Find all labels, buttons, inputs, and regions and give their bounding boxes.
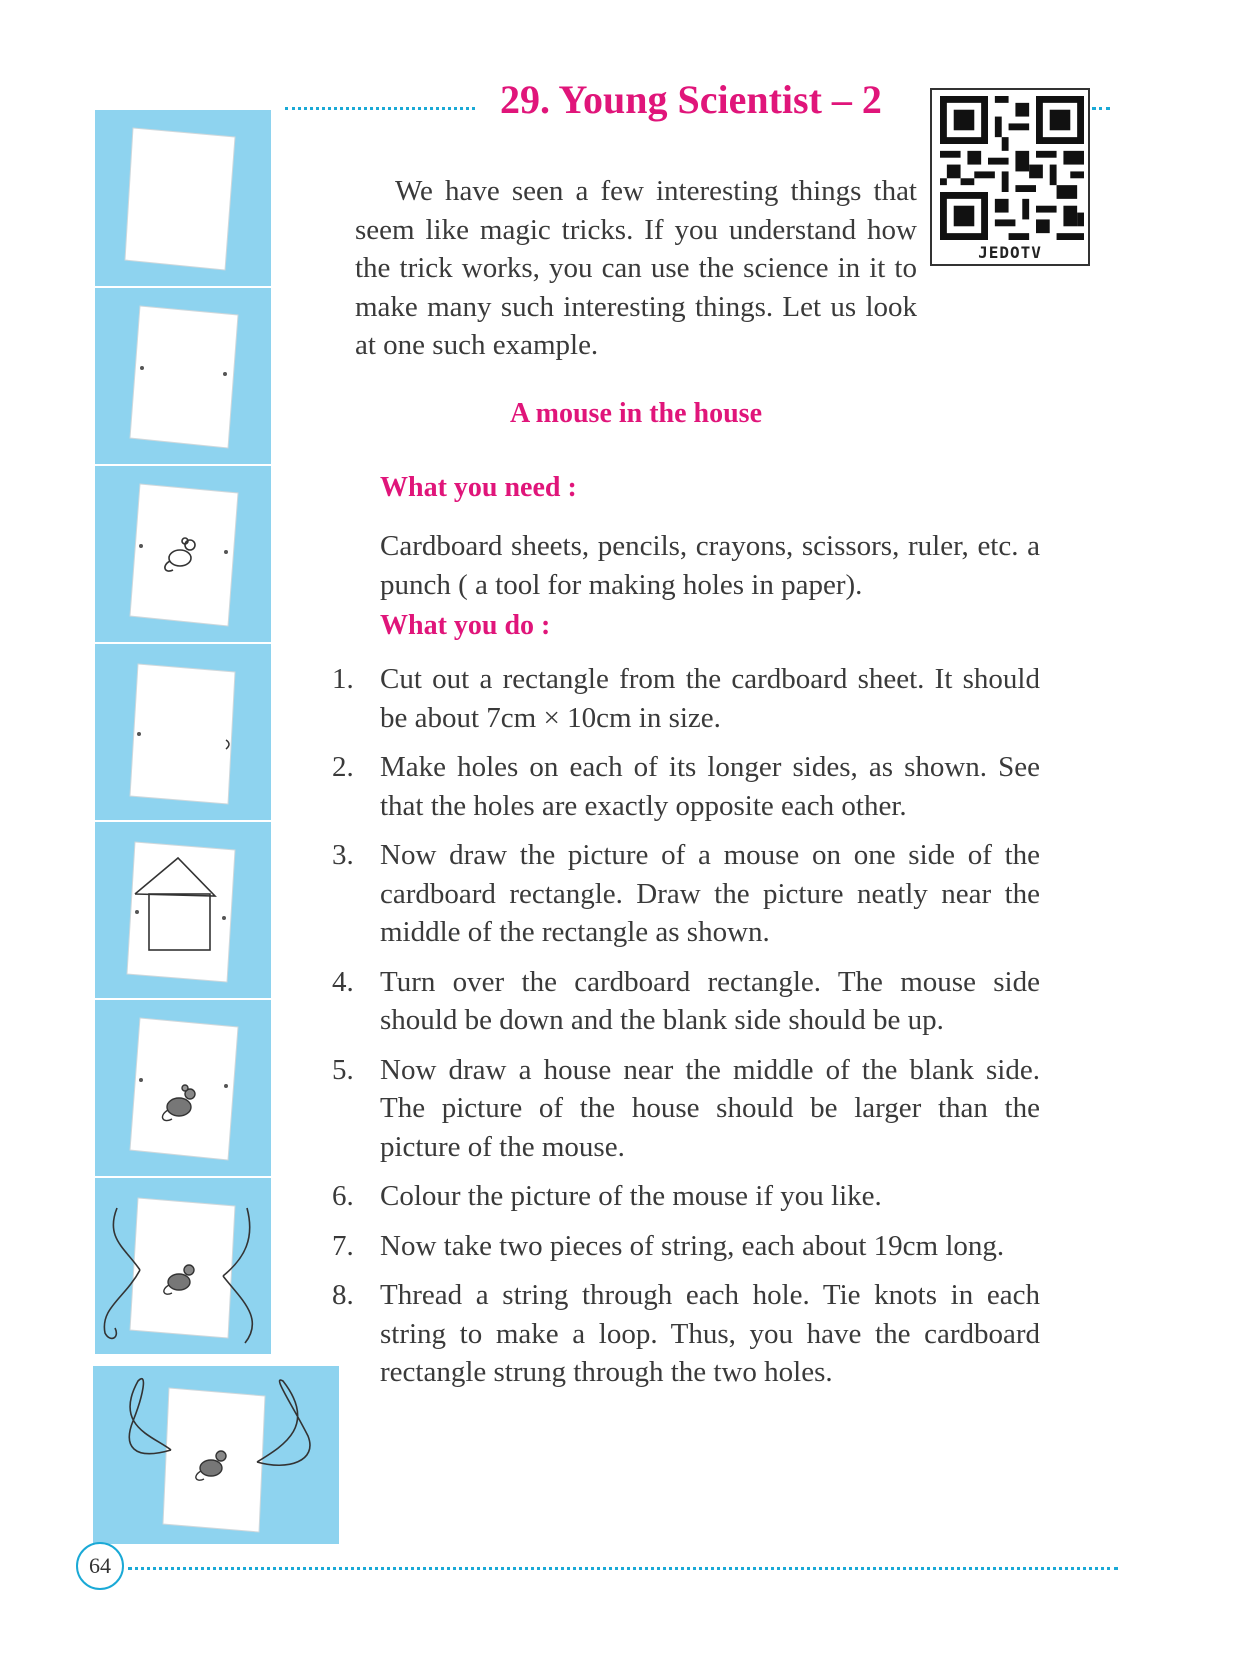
step-item — [332, 1227, 1040, 1266]
title-rule-right — [1092, 107, 1110, 110]
step-item — [332, 836, 1040, 952]
qr-code[interactable] — [930, 88, 1090, 266]
illustration-card-with-coloured-mouse — [95, 1000, 271, 1176]
step-item — [332, 748, 1040, 825]
step-text: Colour the picture of the mouse if you like. — [380, 1180, 882, 1212]
step-number: 7. — [332, 1229, 354, 1262]
illustration-card-with-tied-loops — [93, 1366, 339, 1544]
need-text: Cardboard sheets, pencils, crayons, scissors, ruler, etc. a punch ( a tool for making holes in paper). — [380, 530, 1040, 601]
step-item — [332, 1177, 1040, 1216]
illustration-card-with-holes — [95, 288, 271, 464]
activity-title: A mouse in the house — [509, 398, 763, 429]
step-text: Now draw a house near the middle of the blank side. The picture of the house should be larger than the picture of the mouse. — [380, 1053, 1040, 1163]
step-item — [332, 1051, 1040, 1167]
illustration-card-with-strings — [95, 1178, 271, 1354]
page-title: 29. Young Scientist – 2 — [500, 77, 882, 122]
page-number: 64 — [76, 1542, 124, 1590]
illustration-plain-card — [95, 110, 271, 286]
step-text: Turn over the cardboard rectangle. The mouse side should be down and the blank side should be up. — [380, 965, 1040, 1036]
intro-paragraph: We have seen a few interesting things that seem like magic tricks. If you understand how the trick works, you can use the science in it to make many such interesting things. Let us look at one such example. — [355, 175, 917, 361]
illustration-card-with-house — [95, 822, 271, 998]
step-item — [332, 1276, 1040, 1392]
title-rule-left — [285, 107, 475, 110]
step-text: Now draw the picture of a mouse on one side of the cardboard rectangle. Draw the picture neatly near the middle of the rectangle as shown. — [380, 839, 1040, 948]
step-text: Now take two pieces of string, each about 19cm long. — [380, 1229, 1005, 1262]
step-item — [332, 963, 1040, 1040]
step-number: 5. — [332, 1053, 354, 1086]
illustration-card-turned-over — [95, 644, 271, 820]
step-number: 6. — [332, 1180, 354, 1212]
step-text: Cut out a rectangle from the cardboard sheet. It should be about 7cm × 10cm in size. — [380, 663, 1040, 734]
footer-rule — [128, 1567, 1118, 1570]
qr-label: JEDOTV — [978, 243, 1042, 262]
do-heading: What you do : — [380, 610, 551, 641]
illustration-card-with-mouse-outline — [95, 466, 271, 642]
step-item — [332, 660, 1040, 737]
step-number: 2. — [332, 751, 354, 783]
qr-code-image — [940, 96, 1084, 240]
step-number: 4. — [332, 965, 354, 998]
step-number: 3. — [332, 839, 354, 871]
need-heading: What you need : — [380, 472, 577, 503]
steps-list — [332, 660, 1040, 1403]
step-number: 8. — [332, 1279, 354, 1311]
step-number: 1. — [332, 663, 354, 695]
step-text: Make holes on each of its longer sides, as shown. See that the holes are exactly opposite each other. — [380, 751, 1040, 822]
step-text: Thread a string through each hole. Tie knots in each string to make a loop. Thus, you have the cardboard rectangle strung through the two holes. — [380, 1279, 1040, 1388]
